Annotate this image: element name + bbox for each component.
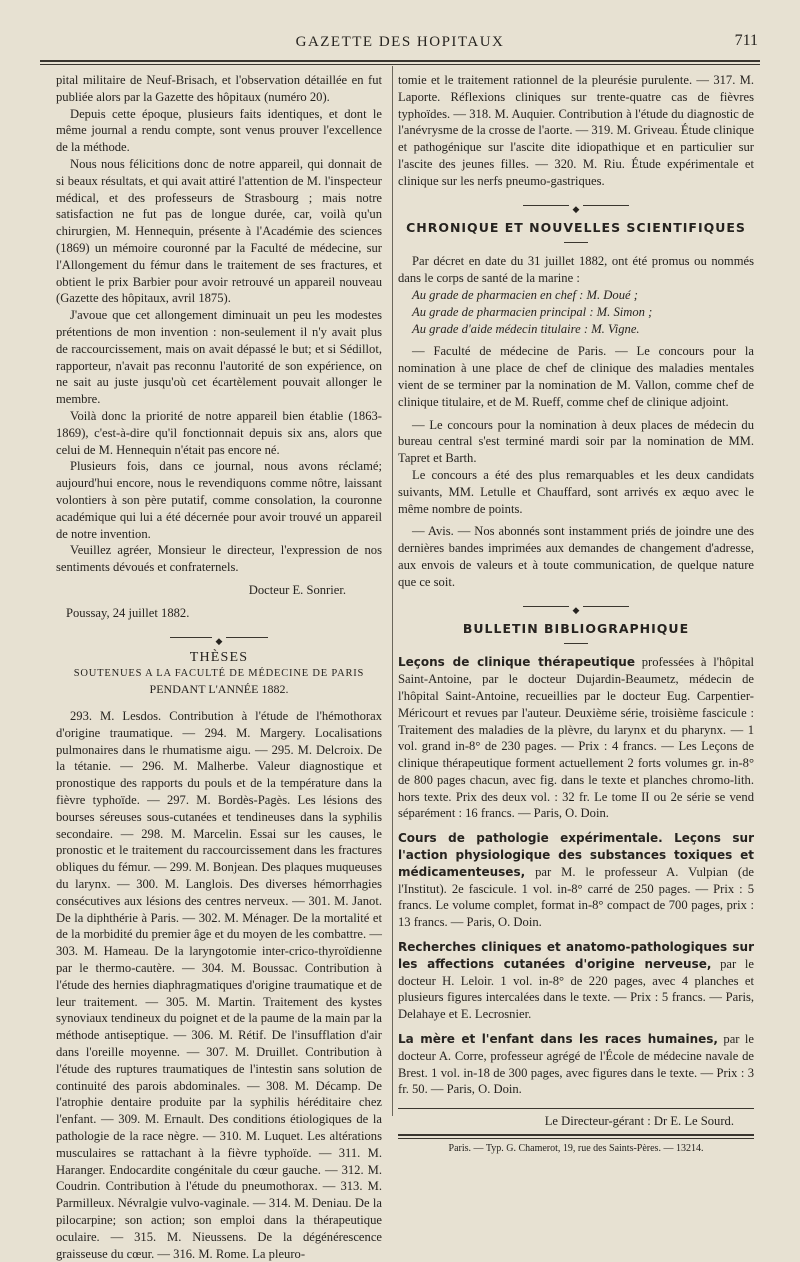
letter-paragraph-4: J'avoue que cet allongement diminuait un peu les modestes prétentions de mon invention : non-seulement il n'y avait plus de raccourcissement, mais on avait dépassé le but; et si Sédillot, rapporteur, n'avait pas reconnu l'autorité de son expérience, on ne sait au juste jusqu'où cet écartèlement pouvait allonger le membre. (56, 308, 382, 407)
bib-entry-2 (398, 830, 754, 931)
left-column (56, 72, 382, 1262)
bib-entry-title: La mère et l'enfant dans les races humaines, (398, 1032, 718, 1047)
bib-entry-3 (398, 939, 754, 1023)
chronique-notice: — Avis. — Nos abonnés sont instamment priés de joindre une des dernières bandes imprimées aux demandes de changement d'adresse, aux envois de valeurs et à toute communication, de quelque nature que ce soit. (398, 524, 754, 589)
bulletin-title: BULLETIN BIBLIOGRAPHIQUE (462, 620, 690, 636)
letter-paragraph-3: Nous nous félicitions donc de notre appareil, qui donnait de si beaux résultats, et qui avait attiré l'attention de M. l'inspecteur médical, et des professeurs de Strasbourg ; mais notre satisfaction ne fut pas de longue durée, car, voilà qu'un chirurgien, M. Hennequin, présente à l'Académie des sciences (1869) un mémoire couronné par la Faculté de médecine, sur l'Allongement du fémur dans le traitement de ses fractures, et obtient le prix Barbier pour avoir retrouvé un appareil nouveau (Gazette des hôpitaux, avril 1875). (56, 156, 382, 306)
bib-entry-4 (398, 1031, 754, 1098)
theses-title: THÈSES (189, 649, 249, 665)
letter-signature: Docteur E. Sonrier. (248, 582, 346, 597)
bib-entry-title: Recherches cliniques et anatomo-pathologiques sur les affections cutanées d'origine nerveuse, (398, 940, 754, 971)
bib-entry-title: Leçons de clinique thérapeutique (398, 655, 635, 670)
bib-entry-title: Cours de pathologie expérimentale. Leçons sur l'action physiologique des substances toxiques et médicamenteuses, (398, 831, 754, 879)
right-column (398, 72, 754, 1158)
director-credit: Le Directeur-gérant : Dr E. Le Sourd. (544, 1114, 734, 1129)
bib-entry-text: par M. le professeur A. Vulpian (de l'Institut). 2e fascicule. 1 vol. in-8° carré de 250 pages. — Prix : 5 francs. Le volume complet, format in-8° compact de 700 pages, prix : 13 francs. — Paris, O. Doin. (398, 864, 754, 930)
page-number: 711 (734, 32, 758, 49)
chronique-decree: Par décret en date du 31 juillet 1882, ont été promus ou nommés dans le corps de santé de la marine : (398, 254, 754, 286)
short-rule (564, 242, 588, 243)
running-title: GAZETTE DES HOPITAUX (295, 34, 505, 50)
theses-list: 293. M. Lesdos. Contribution à l'étude de l'hémothorax d'origine traumatique. — 294. M. Margery. Localisations pulmonaires dans le rhumatisme aigu. — 295. M. Delcroix. De la tétanie. — 296. M. Malherbe. Valeur diagnostique et pronostique des rapports du pouls et de la température dans la fièvre typhoïde. — 297. M. Bordès-Pagès. Les lésions des bourses séreuses sous-cutanées et tendineuses dans la syphilis secondaire. — 298. M. Marcelin. Essai sur les causes, le pronostic et le traitement du raccourcissement dans les fractures obliques du fémur. — 299. M. Bonjean. Des plaques muqueuses du larynx. — 300. M. Langlois. Des diverses hémorrhagies consécutives aux lésions des centres nerveux. — 301. M. Janot. De la diphthérie à Paris. — 302. M. Ménager. De la mortalité et de la morbidité du premier âge et du moyen de les combattre. — 303. M. Hameau. De la laryngotomie inter-crico-thyroïdienne par le thermo-cautère. — 304. M. Boussac. Contribution à l'étude des hernies diaphragmatiques d'origine traumatique et de leur traitement. — 305. M. Martin. Traitement des kystes synoviaux tendineux du poignet et de la paume de la main par la méthode antiseptique. — 306. M. Rétif. De l'insufflation d'air dans l'oreille moyenne. — 307. M. Druillet. Contribution à l'étude des ruptures traumatiques de l'intestin sans solution de continuité des parois abdominales. — 308. M. Décamp. De l'atrophie dentaire produite par la syphilis héréditaire chez l'enfant. — 309. M. Ernault. Des conditions étiologiques de la pathologie de la race nègre. — 310. M. Luquet. Les altérations musculaires se rattachant à la fièvre typhoïde. — 311. M. Haranger. Endocardite congénitale du cœur gauche. — 312. M. Coudrin. Contribution à l'étude du pneumothorax. — 313. M. Parmilleux. Névralgie vulvo-vaginale. — 314. M. Deniau. De la pilocarpine; son action; son emploi dans la thérapeutique oculaire. — 315. M. Nieussens. De la dégénérescence graisseuse du cœur. — 316. M. Rome. La pleuro- (56, 709, 382, 1261)
letter-paragraph-5: Voilà donc la priorité de notre appareil bien établie (1863-1869), c'est-à-dire qu'il fonctionnait depuis six ans, alors que celui de M. Hennequin n'était pas encore né. (56, 408, 382, 457)
promotion-item: Au grade de pharmacien principal : M. Simon ; (412, 304, 653, 319)
ornamental-divider: ◆ (398, 601, 754, 611)
letter-dateline: Poussay, 24 juillet 1882. (66, 605, 190, 620)
bib-entry-text: par le docteur H. Leloir. 1 vol. in-8° de 220 pages, avec 4 planches et plusieurs figures intercalées dans le texte. — Prix : 5 francs. — Paris, Delahaye et E. Lecrosnier. (398, 956, 754, 1022)
chronique-bureau-central: — Le concours pour la nomination à deux places de médecin du bureau central s'est terminé mardi soir par la nomination de MM. Tapret et Barth. (398, 417, 754, 466)
theses-continuation: tomie et le traitement rationnel de la pleurésie purulente. — 317. M. Laporte. Réflexions cliniques sur trente-quatre cas de fièvres typhoïdes. — 318. M. Auquier. Contribution à l'étude du diagnostic de l'anévrysme de la crosse de l'aorte. — 319. M. Griveau. Étude clinique et pathogénique sur l'ascite dite idiopathique et en particulier sur l'ascite des jeunes filles. — 320. M. Riu. Étude expérimentale et clinique sur les nerfs pneumo-gastriques. (398, 73, 755, 188)
theses-subtitle: SOUTENUES A LA FACULTÉ DE MÉDECINE DE PARIS (73, 668, 365, 680)
letter-paragraph-1: pital militaire de Neuf-Brisach, et l'observation détaillée en fut publiée alors par la Gazette des hôpitaux (numéro 20). (56, 73, 382, 104)
column-divider (392, 66, 393, 1116)
printer-imprint: Paris. — Typ. G. Chamerot, 19, rue des Saints-Pères. — 13214. (448, 1143, 704, 1155)
bib-entry-text: professées à l'hôpital Saint-Antoine, par le docteur Dujardin-Beaumetz, médecin de l'hôpital Saint-Antoine, recueillies par le docteur Eug. Carpentier-Méricourt et revues par l'auteur. Deuxième série, troisième fascicule : Traitement des maladies de la plèvre, du larynx et du pharynx. — 1 vol. grand in-8° de 230 pages. — Prix : 4 francs. — Les Leçons de clinique thérapeutique forment actuellement 2 forts volumes gr. in-8° de 800 pages chacun, avec fig. dans le texte et planches chromo-lith. hors texte. Prix des deux vol. : 32 fr. Le tome II ou 2e série se vend séparément : 16 francs. — Paris, O. Doin. (398, 655, 754, 821)
imprint-rule (398, 1134, 754, 1139)
bib-entry-text: par le docteur A. Corre, professeur agrégé de l'École de médecine navale de Brest. 1 vol. in-18 de 300 pages, avec figures dans le texte. — Prix : 3 fr. 50. — Paris, O. Doin. (398, 1032, 754, 1097)
header-rule (40, 60, 760, 65)
letter-paragraph-7: Veuillez agréer, Monsieur le directeur, l'expression de nos sentiments dévoués et confraternels. (56, 543, 382, 575)
promotion-item: Au grade d'aide médecin titulaire : M. Vigne. (412, 321, 640, 336)
letter-paragraph-6: Plusieurs fois, dans ce journal, nous avons réclamé; aujourd'hui encore, nous le revendiquons comme nôtre, laissant volontiers à son père putatif, comme consolation, la couronne académique qui lui a été décernée pour avoir trouvé un appareil de notre invention. (56, 459, 382, 541)
promotion-item: Au grade de pharmacien en chef : M. Doué ; (412, 287, 638, 302)
chronique-candidates: Le concours a été des plus remarquables et les deux candidats suivants, MM. Letulle et Chauffard, sont arrivés ex æquo avec le même nombre de points. (398, 467, 754, 516)
ornamental-divider: ◆ (398, 200, 754, 210)
chronique-title: CHRONIQUE ET NOUVELLES SCIENTIFIQUES (406, 219, 746, 235)
chronique-faculty-news: — Faculté de médecine de Paris. — Le concours pour la nomination à une place de chef de clinique des maladies mentales vient de se terminer par la nomination de M. Vallon, comme chef de clinique titulaire, et de M. Rueff, comme chef de clinique adjoint. (398, 344, 754, 409)
ornamental-divider: ◆ (56, 632, 382, 642)
bib-entry-1 (398, 654, 754, 822)
theses-subtitle-year: PENDANT L'ANNÉE 1882. (149, 682, 289, 697)
letter-paragraph-2: Depuis cette époque, plusieurs faits identiques, et dont le même journal a rendu compte, sont venus prouver l'excellence de la méthode. (56, 106, 382, 155)
footer-rule (398, 1108, 754, 1109)
short-rule (564, 643, 588, 644)
